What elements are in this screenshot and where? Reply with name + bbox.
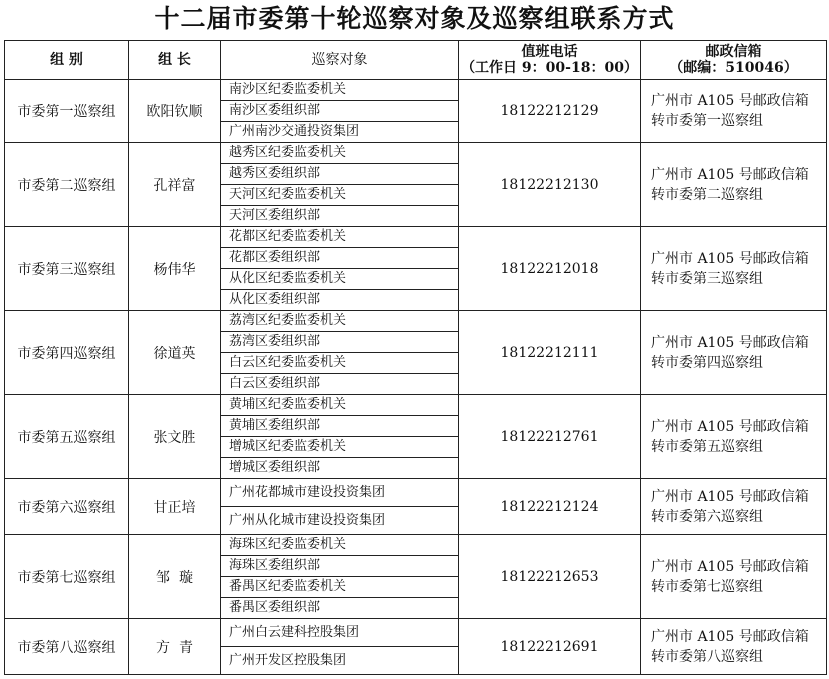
target-cell: 荔湾区委组织部 xyxy=(221,332,459,353)
table-row xyxy=(5,80,827,101)
target-cell: 增城区委组织部 xyxy=(221,458,459,479)
leader-cell xyxy=(129,479,221,535)
target-cell: 广州从化城市建设投资集团 xyxy=(221,507,459,535)
leader-cell-text: 邹 璇 xyxy=(156,569,193,586)
table-row xyxy=(5,535,827,556)
mail-line1: 广州市 A105 号邮政信箱 xyxy=(651,166,809,183)
mail-line2: 转市委第四巡察组 xyxy=(651,354,763,371)
mail-cell xyxy=(641,535,827,619)
header-mail xyxy=(641,41,827,80)
leader-cell xyxy=(129,80,221,143)
leader-cell-text: 杨伟华 xyxy=(153,261,196,278)
page-title: 十二届市委第十轮巡察对象及巡察组联系方式 xyxy=(154,4,675,33)
leader-cell-text: 张文胜 xyxy=(153,429,196,446)
group-name-cell-text: 市委第七巡察组 xyxy=(17,569,116,586)
target-cell: 花都区纪委监委机关 xyxy=(221,227,459,248)
header-targets: 巡察对象 xyxy=(221,41,459,80)
phone-cell: 18122212761 xyxy=(459,395,641,479)
group-name-cell xyxy=(5,395,129,479)
target-cell: 广州南沙交通投资集团 xyxy=(221,122,459,143)
target-cell: 广州白云建科控股集团 xyxy=(221,619,459,647)
target-cell: 海珠区委组织部 xyxy=(221,556,459,577)
mail-cell xyxy=(641,619,827,675)
mail-line2: 转市委第一巡察组 xyxy=(651,113,763,129)
group-name-cell-text: 市委第二巡察组 xyxy=(17,177,116,194)
phone-cell: 18122212111 xyxy=(459,311,641,395)
target-cell: 天河区委组织部 xyxy=(221,206,459,227)
mail-cell xyxy=(641,479,827,535)
group-name-cell xyxy=(5,143,129,227)
mail-line1: 广州市 A105 号邮政信箱 xyxy=(651,250,809,267)
mail-line2: 转市委第六巡察组 xyxy=(651,508,763,525)
header-mail-line1: 邮政信箱 xyxy=(705,44,762,60)
target-cell: 广州花都城市建设投资集团 xyxy=(221,479,459,507)
mail-line2: 转市委第八巡察组 xyxy=(651,648,763,665)
header-leader: 组 长 xyxy=(129,41,221,80)
target-cell: 白云区纪委监委机关 xyxy=(221,353,459,374)
leader-cell-text: 欧阳钦顺 xyxy=(146,104,203,120)
table-row xyxy=(5,311,827,332)
phone-cell: 18122212653 xyxy=(459,535,641,619)
target-cell: 越秀区委组织部 xyxy=(221,164,459,185)
leader-cell-text: 徐道英 xyxy=(153,345,196,362)
mail-line2: 转市委第五巡察组 xyxy=(651,438,763,455)
phone-cell: 18122212124 xyxy=(459,479,641,535)
group-name-cell xyxy=(5,619,129,675)
table-row xyxy=(5,479,827,507)
mail-line2: 转市委第七巡察组 xyxy=(651,578,763,595)
target-cell: 增城区纪委监委机关 xyxy=(221,437,459,458)
group-name-cell xyxy=(5,311,129,395)
target-cell: 黄埔区委组织部 xyxy=(221,416,459,437)
target-cell: 海珠区纪委监委机关 xyxy=(221,535,459,556)
mail-line1: 广州市 A105 号邮政信箱 xyxy=(651,93,809,109)
leader-cell xyxy=(129,619,221,675)
group-name-cell-text: 市委第三巡察组 xyxy=(17,261,116,278)
target-cell: 番禺区委组织部 xyxy=(221,598,459,619)
group-name-cell xyxy=(5,227,129,311)
phone-cell: 18122212018 xyxy=(459,227,641,311)
target-cell: 南沙区纪委监委机关 xyxy=(221,80,459,101)
leader-cell-text: 方 青 xyxy=(156,639,193,656)
contact-table xyxy=(4,40,827,675)
target-cell: 从化区纪委监委机关 xyxy=(221,269,459,290)
table-header-row xyxy=(5,41,827,80)
group-name-cell xyxy=(5,479,129,535)
header-mail-line2: （邮编：510046） xyxy=(669,60,798,76)
group-name-cell xyxy=(5,80,129,143)
header-group: 组 别 xyxy=(5,41,129,80)
target-cell: 白云区委组织部 xyxy=(221,374,459,395)
leader-cell xyxy=(129,143,221,227)
mail-line2: 转市委第二巡察组 xyxy=(651,186,763,203)
header-phone xyxy=(459,41,641,80)
group-name-cell-text: 市委第四巡察组 xyxy=(17,345,116,362)
mail-line2: 转市委第三巡察组 xyxy=(651,270,763,287)
group-name-cell xyxy=(5,535,129,619)
target-cell: 荔湾区纪委监委机关 xyxy=(221,311,459,332)
table-body xyxy=(5,80,827,675)
mail-line1: 广州市 A105 号邮政信箱 xyxy=(651,558,809,575)
leader-cell xyxy=(129,535,221,619)
target-cell: 花都区委组织部 xyxy=(221,248,459,269)
mail-cell xyxy=(641,227,827,311)
leader-cell-text: 甘正培 xyxy=(153,499,196,516)
table-row xyxy=(5,227,827,248)
target-cell: 天河区纪委监委机关 xyxy=(221,185,459,206)
mail-line1: 广州市 A105 号邮政信箱 xyxy=(651,628,809,645)
mail-line1: 广州市 A105 号邮政信箱 xyxy=(651,488,809,505)
target-cell: 从化区委组织部 xyxy=(221,290,459,311)
phone-cell: 18122212129 xyxy=(459,80,641,143)
table-row xyxy=(5,619,827,647)
mail-line1: 广州市 A105 号邮政信箱 xyxy=(651,418,809,435)
group-name-cell-text: 市委第一巡察组 xyxy=(17,104,116,120)
target-cell: 番禺区纪委监委机关 xyxy=(221,577,459,598)
group-name-cell-text: 市委第五巡察组 xyxy=(17,429,116,446)
header-phone-line1: 值班电话 xyxy=(521,44,578,60)
mail-cell xyxy=(641,395,827,479)
group-name-cell-text: 市委第六巡察组 xyxy=(17,499,116,516)
phone-cell: 18122212130 xyxy=(459,143,641,227)
leader-cell xyxy=(129,395,221,479)
table-row xyxy=(5,143,827,164)
leader-cell xyxy=(129,311,221,395)
mail-cell xyxy=(641,143,827,227)
header-phone-line2: （工作日 9：00-18：00） xyxy=(461,60,638,76)
leader-cell xyxy=(129,227,221,311)
target-cell: 黄埔区纪委监委机关 xyxy=(221,395,459,416)
mail-line1: 广州市 A105 号邮政信箱 xyxy=(651,334,809,351)
mail-cell xyxy=(641,311,827,395)
phone-cell: 18122212691 xyxy=(459,619,641,675)
table-row xyxy=(5,395,827,416)
target-cell: 广州开发区控股集团 xyxy=(221,647,459,675)
target-cell: 南沙区委组织部 xyxy=(221,101,459,122)
group-name-cell-text: 市委第八巡察组 xyxy=(17,639,116,656)
target-cell: 越秀区纪委监委机关 xyxy=(221,143,459,164)
mail-cell xyxy=(641,80,827,143)
leader-cell-text: 孔祥富 xyxy=(153,177,196,194)
